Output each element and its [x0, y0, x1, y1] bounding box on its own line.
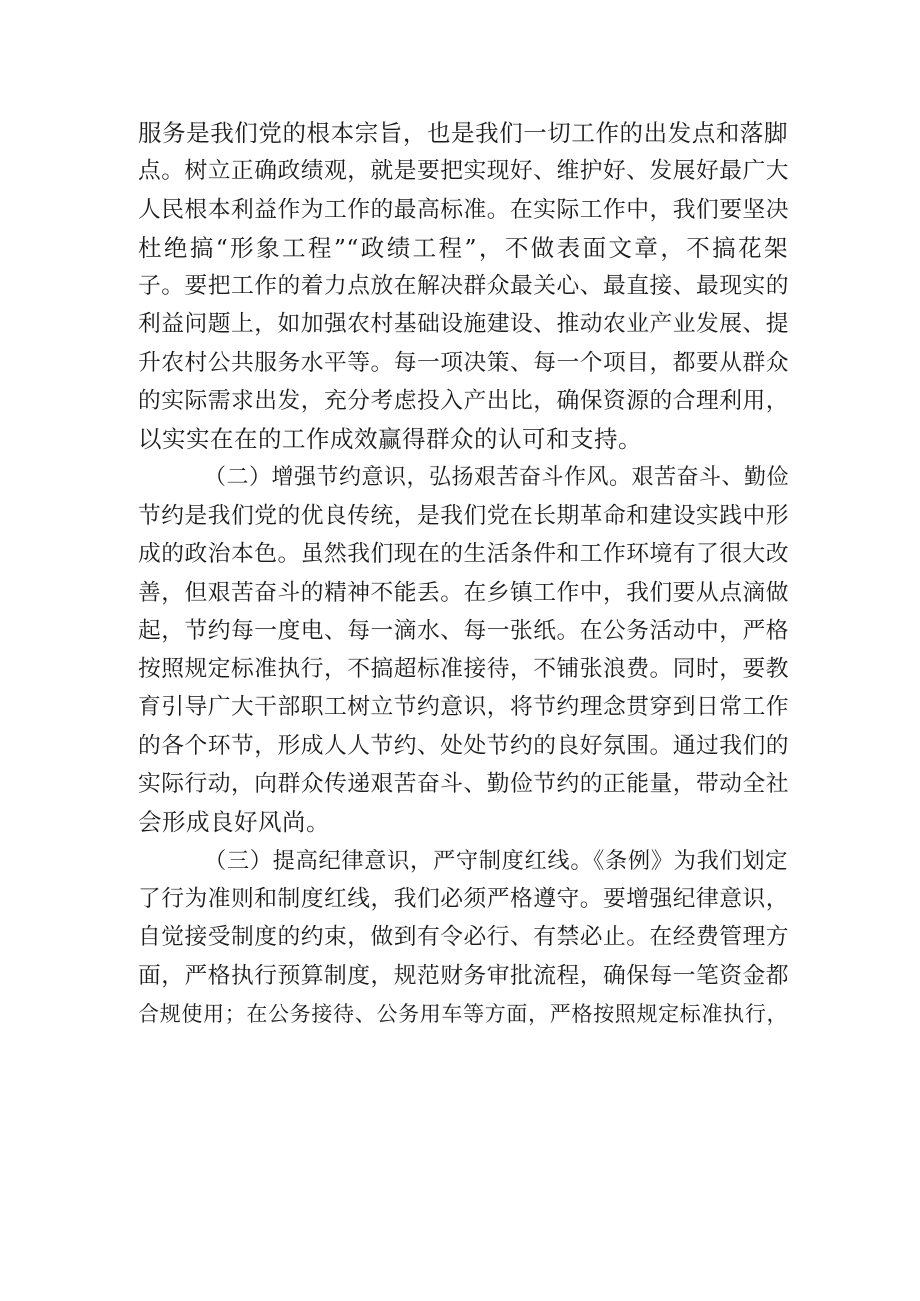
paragraph-2	[138, 459, 788, 842]
text-line: 实际行动，向群众传递艰苦奋斗、勤俭节约的正能量，带动全社	[138, 771, 789, 798]
text-line: 人民根本利益作为工作的最高标准。在实际工作中，我们要坚决	[138, 196, 789, 223]
text-line: 按照规定标准执行，不搞超标准接待，不铺张浪费。同时，要教	[138, 656, 789, 683]
text-line: 以实实在在的工作成效赢得群众的认可和支持。	[138, 425, 642, 454]
text-line: 起，节约每一度电、每一滴水、每一张纸。在公务活动中，严格	[138, 617, 789, 644]
text-line: 了行为准则和制度红线，我们必须严格遵守。要增强纪律意识，	[138, 885, 789, 912]
section-heading-line: （三）提高纪律意识，严守制度红线。《条例》为我们划定	[204, 847, 788, 874]
section-heading-line: （二）增强节约意识，弘扬艰苦奋斗作风。艰苦奋斗、勤俭	[204, 464, 790, 490]
text-line: 升农村公共服务水平等。每一项决策、每一个项目，都要从群众	[138, 349, 789, 376]
document-body	[138, 114, 788, 1033]
text-line: 合规使用；在公务接待、公务用车等方面，严格按照规定标准执行，	[138, 1001, 788, 1026]
text-line: 节约是我们党的优良传统，是我们党在长期革命和建设实践中形	[138, 502, 789, 529]
paragraph-3	[138, 842, 788, 1033]
text-line: 服务是我们党的根本宗旨，也是我们一切工作的出发点和落脚	[138, 119, 788, 147]
text-line: 杜绝搞“形象工程”“政绩工程”，不做表面文章，不搞花架	[138, 233, 788, 262]
text-line: 自觉接受制度的约束，做到有令必行、有禁必止。在经费管理方	[138, 924, 789, 951]
text-line: 成的政治本色。虽然我们现在的生活条件和工作环境有了很大改	[138, 541, 789, 568]
text-line: 利益问题上，如加强农村基础设施建设、推动农业产业发展、提	[138, 311, 789, 338]
text-line: 点。树立正确政绩观，就是要把实现好、维护好、发展好最广大	[138, 158, 789, 185]
text-line: 的各个环节，形成人人节约、处处节约的良好氛围。通过我们的	[138, 732, 789, 759]
text-line: 子。要把工作的着力点放在解决群众最关心、最直接、最现实的	[138, 273, 789, 300]
text-line: 的实际需求出发，充分考虑投入产出比，确保资源的合理利用，	[138, 388, 789, 415]
text-line: 面，严格执行预算制度，规范财务审批流程，确保每一笔资金都	[138, 962, 789, 989]
paragraph-1	[138, 114, 788, 459]
text-line: 善，但艰苦奋斗的精神不能丢。在乡镇工作中，我们要从点滴做	[138, 579, 789, 606]
text-line: 会形成良好风尚。	[138, 808, 330, 837]
text-line: 育引导广大干部职工树立节约意识，将节约理念贯穿到日常工作	[138, 694, 789, 721]
